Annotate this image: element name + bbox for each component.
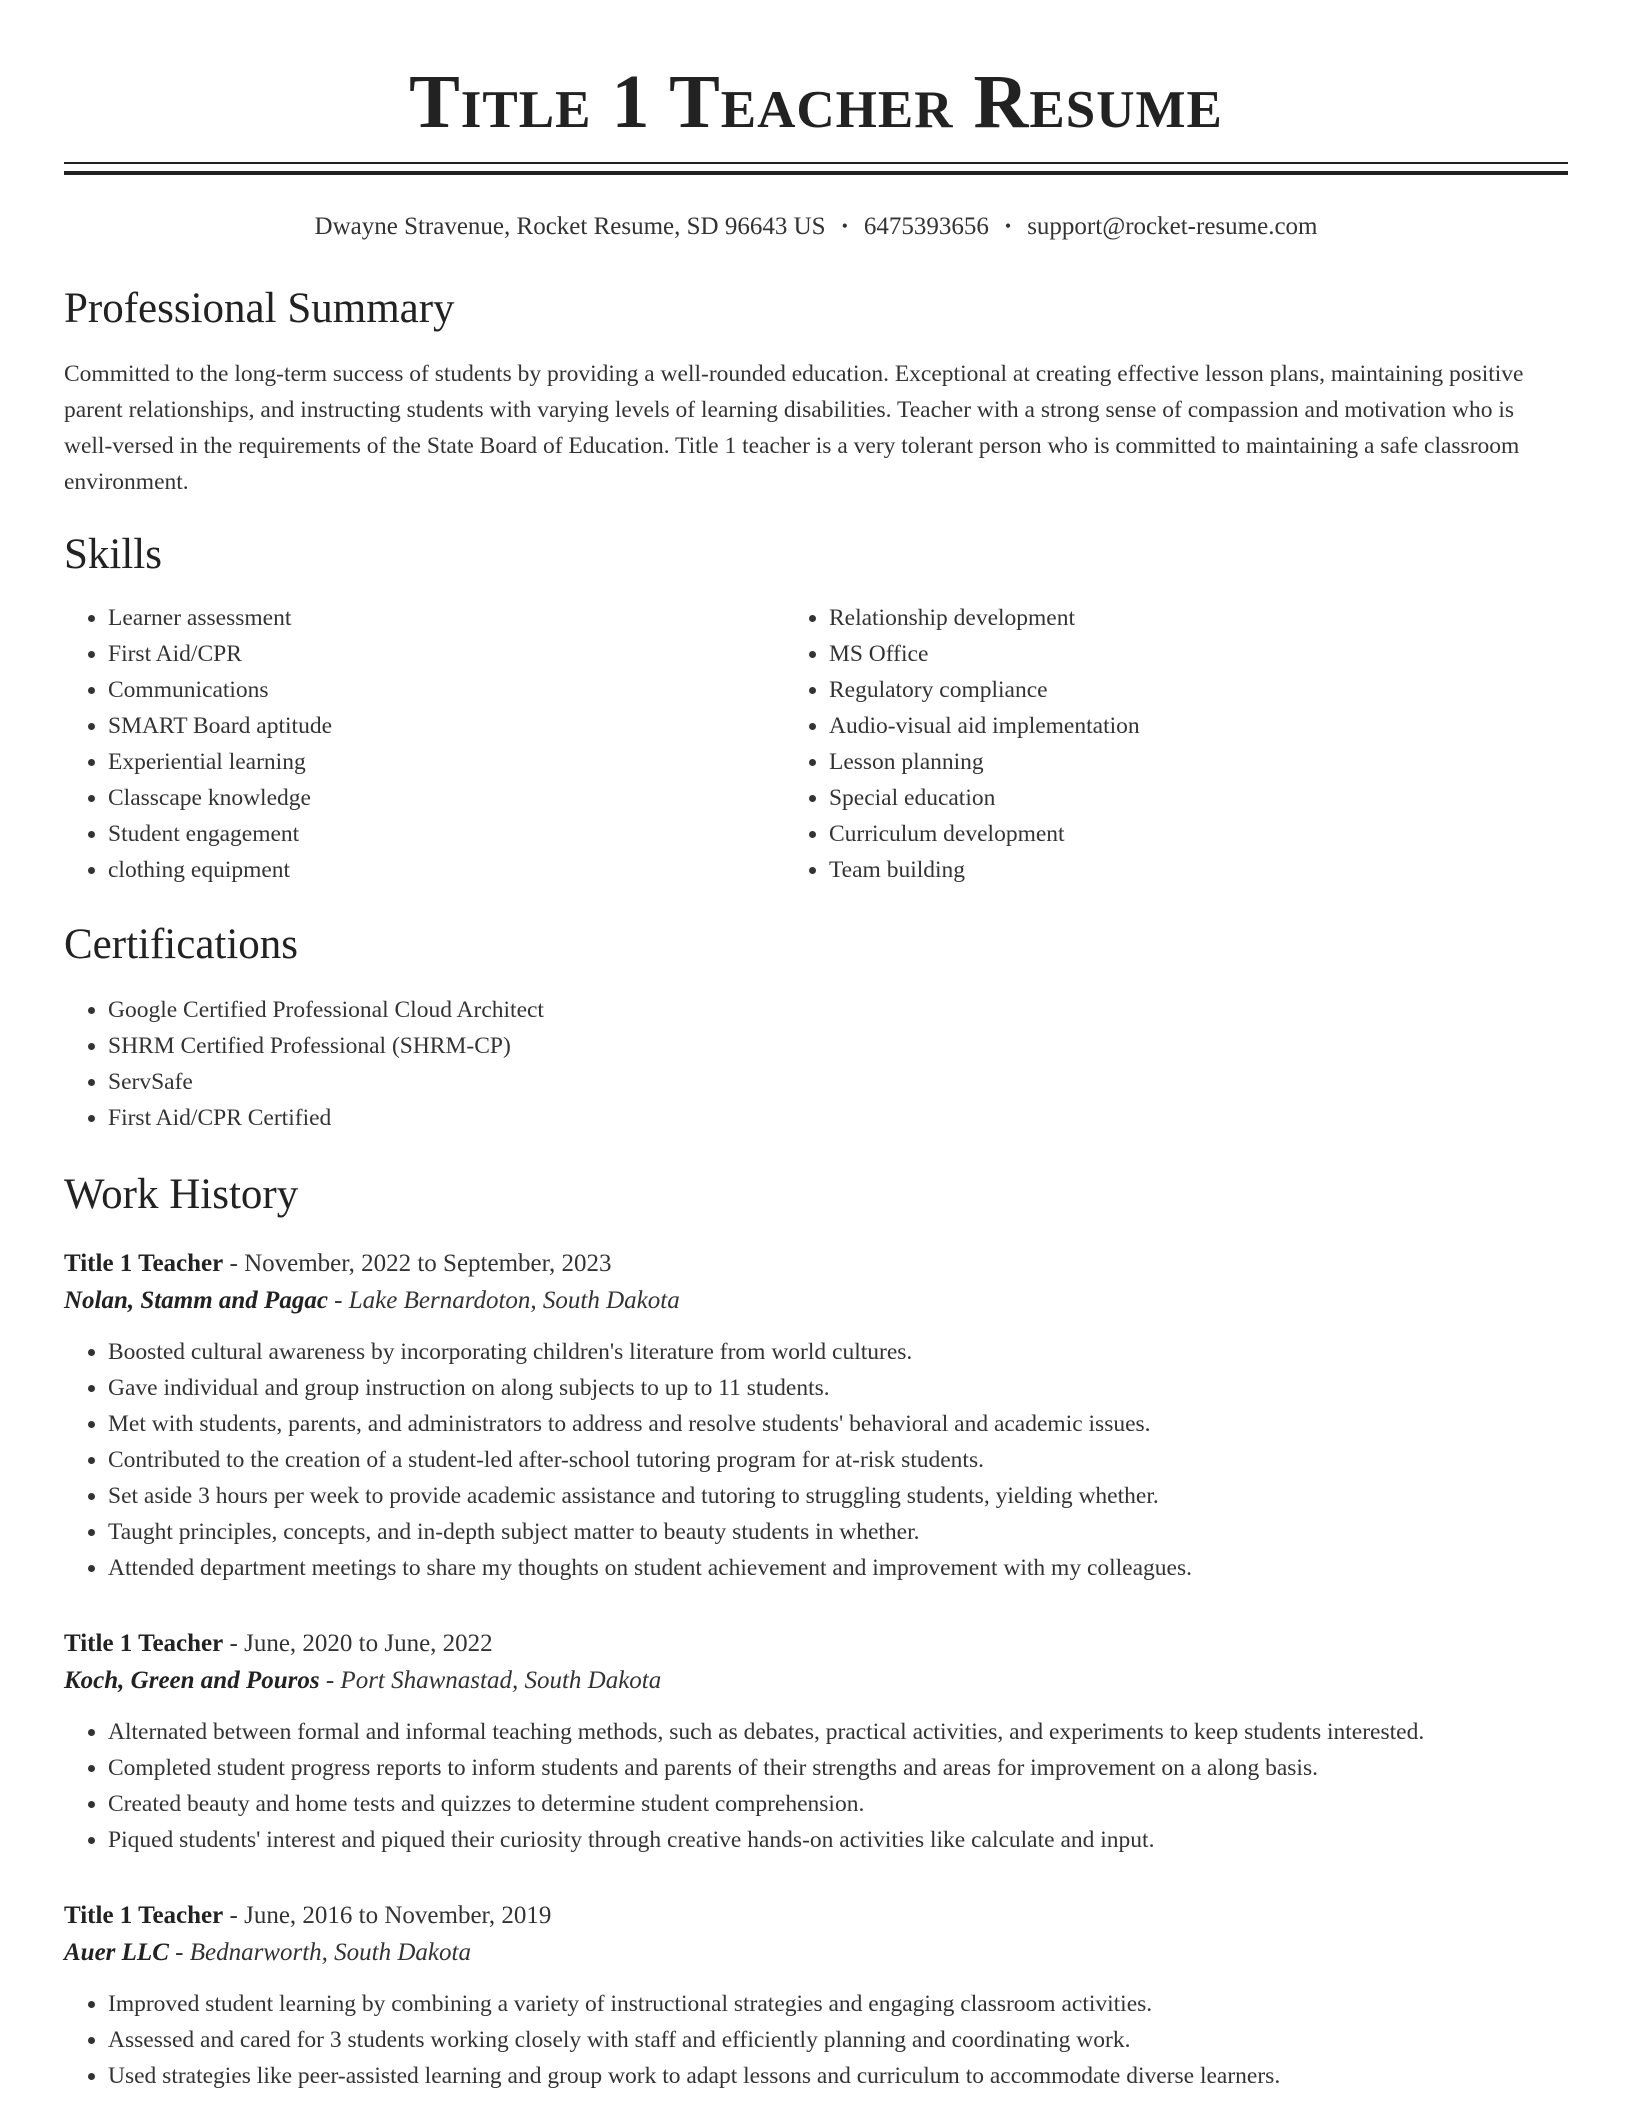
job-dates: - November, 2022 to September, 2023	[229, 1250, 612, 1277]
job-bullet: • Taught principles, concepts, and in-depth subject matter to beauty students in whether.	[108, 1514, 1568, 1550]
company-name: Koch, Green and Pouros	[64, 1667, 320, 1694]
job-bullet: • Gave individual and group instruction on along subjects to up to 11 students.	[108, 1370, 1568, 1406]
summary-heading: Professional Summary	[64, 285, 455, 332]
job-bullets	[64, 1714, 1568, 1858]
skills-list-right	[785, 600, 1568, 888]
company-line	[64, 1662, 1568, 1700]
certification-item: • Google Certified Professional Cloud Architect	[108, 992, 1568, 1028]
contact-line	[64, 209, 1568, 244]
job-bullet: • Alternated between formal and informal teaching methods, such as debates, practical activities, and experiments to keep students interested.	[108, 1714, 1568, 1750]
job-entry	[64, 1898, 1568, 2094]
job-entry	[64, 1626, 1568, 1858]
skill-item: • Student engagement	[108, 816, 785, 852]
company-location: - Bednarworth, South Dakota	[175, 1939, 471, 1966]
resume-title: Title 1 Teacher Resume	[409, 60, 1223, 144]
job-title-line	[64, 1246, 1568, 1282]
skill-item: • Classcape knowledge	[108, 780, 785, 816]
title-divider	[64, 162, 1568, 175]
certifications-heading: Certifications	[64, 921, 299, 968]
job-bullet: • Met with students, parents, and administrators to address and resolve students' behavioral and academic issues.	[108, 1406, 1568, 1442]
job-bullets	[64, 1986, 1568, 2094]
job-bullet: • Piqued students' interest and piqued their curiosity through creative hands-on activities like calculate and input.	[108, 1822, 1568, 1858]
job-title-line	[64, 1626, 1568, 1662]
job-bullet: • Set aside 3 hours per week to provide academic assistance and tutoring to struggling students, yielding whether.	[108, 1478, 1568, 1514]
job-title: Title 1 Teacher	[64, 1630, 224, 1657]
skills-columns	[64, 600, 1568, 888]
skills-list-left	[64, 600, 785, 888]
company-location: - Lake Bernardoton, South Dakota	[334, 1287, 680, 1314]
skill-item: • SMART Board aptitude	[108, 708, 785, 744]
contact-separator: •	[841, 216, 848, 236]
skill-item: • Team building	[829, 852, 1568, 888]
summary-text: Committed to the long-term success of students by providing a well-rounded education. Exceptional at creating effective lesson plans, maintaining positive parent relationships, and instructing students with varying levels of learning disabilities. Teacher with a strong sense of compassion and motivation who is well-versed in the requirements of the State Board of Education. Title 1 teacher is a very tolerant person who is committed to maintaining a safe classroom environment.	[64, 361, 1524, 495]
contact-phone: 6475393656	[863, 213, 989, 240]
company-location: - Port Shawnastad, South Dakota	[325, 1667, 662, 1694]
job-title: Title 1 Teacher	[64, 1250, 224, 1277]
skill-item: • Regulatory compliance	[829, 672, 1568, 708]
skill-item: • clothing equipment	[108, 852, 785, 888]
work-history-heading: Work History	[64, 1171, 299, 1218]
skill-item: • Special education	[829, 780, 1568, 816]
job-bullet: • Completed student progress reports to inform students and parents of their strengths and areas for improvement on a along basis.	[108, 1750, 1568, 1786]
contact-email: support@rocket-resume.com	[1027, 213, 1318, 240]
certification-item: • First Aid/CPR Certified	[108, 1100, 1568, 1136]
skill-item: • Learner assessment	[108, 600, 785, 636]
company-line	[64, 1282, 1568, 1320]
company-name: Nolan, Stamm and Pagac	[64, 1287, 328, 1314]
skill-item: • MS Office	[829, 636, 1568, 672]
skill-item: • First Aid/CPR	[108, 636, 785, 672]
skill-item: • Relationship development	[829, 600, 1568, 636]
company-name: Auer LLC	[64, 1939, 169, 1966]
skills-heading: Skills	[64, 531, 162, 578]
job-entry	[64, 1246, 1568, 1586]
job-bullet: • Assessed and cared for 3 students working closely with staff and efficiently planning and coordinating work.	[108, 2022, 1568, 2058]
skill-item: • Curriculum development	[829, 816, 1568, 852]
job-bullet: • Contributed to the creation of a student-led after-school tutoring program for at-risk students.	[108, 1442, 1568, 1478]
skill-item: • Experiential learning	[108, 744, 785, 780]
job-bullet: • Created beauty and home tests and quizzes to determine student comprehension.	[108, 1786, 1568, 1822]
job-bullet: • Improved student learning by combining a variety of instructional strategies and engaging classroom activities.	[108, 1986, 1568, 2022]
certification-item: • SHRM Certified Professional (SHRM-CP)	[108, 1028, 1568, 1064]
job-title-line	[64, 1898, 1568, 1934]
skill-item: • Lesson planning	[829, 744, 1568, 780]
skill-item: • Audio-visual aid implementation	[829, 708, 1568, 744]
contact-separator: •	[1004, 216, 1012, 236]
certifications-list	[64, 992, 1568, 1136]
job-bullet: • Used strategies like peer-assisted learning and group work to adapt lessons and curriculum to accommodate diverse learners.	[108, 2058, 1568, 2094]
company-line	[64, 1934, 1568, 1972]
job-bullets	[64, 1334, 1568, 1586]
certification-item: • ServSafe	[108, 1064, 1568, 1100]
job-bullet: • Boosted cultural awareness by incorporating children's literature from world cultures.	[108, 1334, 1568, 1370]
job-dates: - June, 2016 to November, 2019	[229, 1902, 552, 1929]
job-dates: - June, 2020 to June, 2022	[229, 1630, 493, 1657]
job-bullet: • Attended department meetings to share my thoughts on student achievement and improvement with my colleagues.	[108, 1550, 1568, 1586]
job-title: Title 1 Teacher	[64, 1902, 224, 1929]
contact-address: Dwayne Stravenue, Rocket Resume, SD 96643 US	[314, 213, 826, 240]
skill-item: • Communications	[108, 672, 785, 708]
resume-page	[64, 0, 1568, 2094]
